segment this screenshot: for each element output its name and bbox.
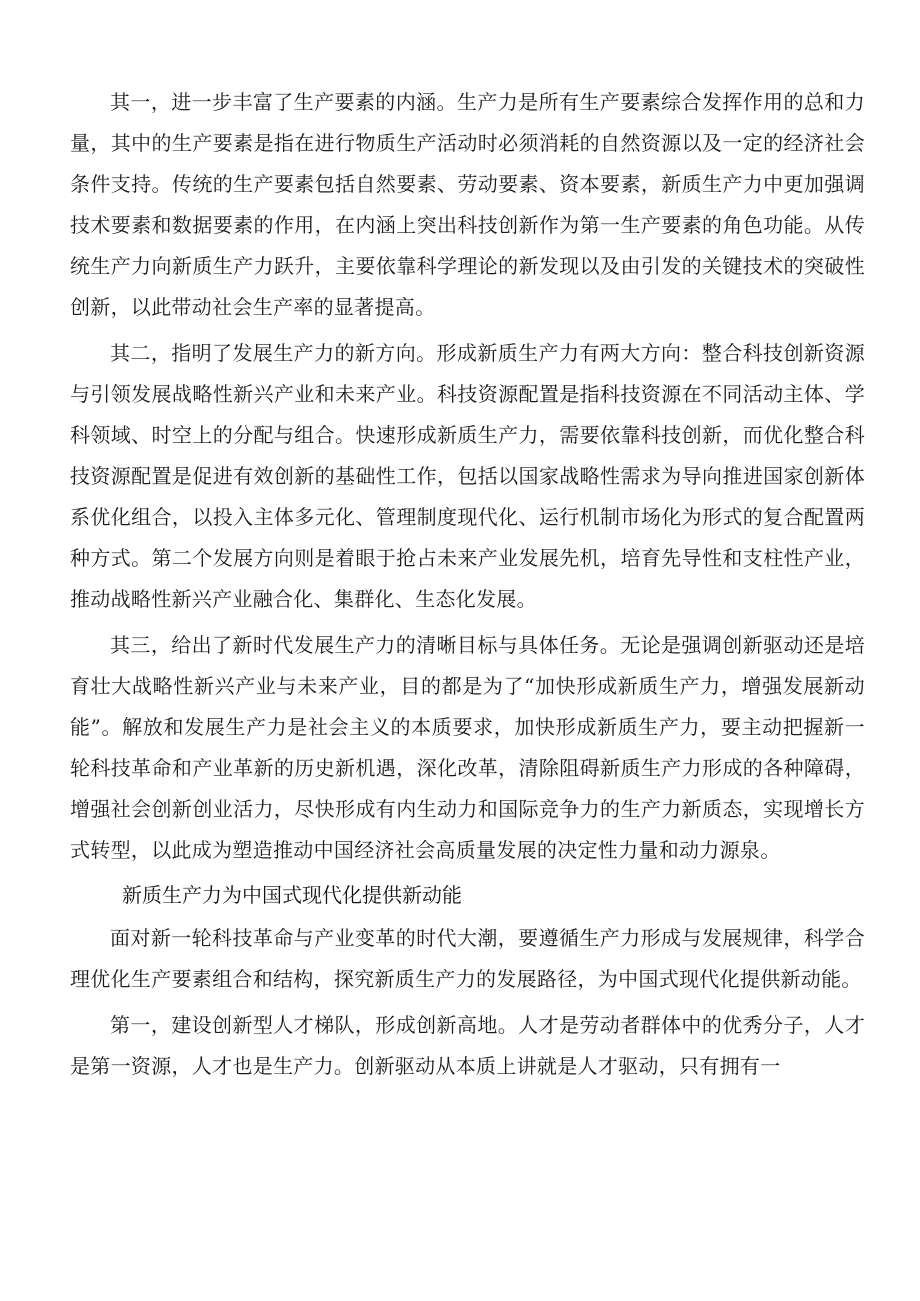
paragraph-first-measure: 第一，建设创新型人才梯队，形成创新高地。人才是劳动者群体中的优秀分子，人才是第一资源，人才也是生产力。创新驱动从本质上讲就是人才驱动，只有拥有一 [70, 1013, 865, 1078]
paragraph-first-point: 其一，进一步丰富了生产要素的内涵。生产力是所有生产要素综合发挥作用的总和力量，其中的生产要素是指在进行物质生产活动时必须消耗的自然资源以及一定的经济社会条件支持。传统的生产要素包括自然要素、劳动要素、资本要素，新质生产力中更加强调技术要素和数据要素的作用，在内涵上突出科技创新作为第一生产要素的角色功能。从传统生产力向新质生产力跃升，主要依靠科学理论的新发现以及由引发的关键技术的突破性创新，以此带动社会生产率的显著提高。 [70, 90, 865, 319]
document-page [70, 82, 865, 1092]
paragraph-third-point: 其三，给出了新时代发展生产力的清晰目标与具体任务。无论是强调创新驱动还是培育壮大战略性新兴产业与未来产业，目的都是为了“加快形成新质生产力，增强发展新动能”。解放和发展生产力是社会主义的本质要求，加快形成新质生产力，要主动把握新一轮科技革命和产业革新的历史新机遇，深化改革，清除阻碍新质生产力形成的各种障碍，增强社会创新创业活力，尽快形成有内生动力和国际竞争力的生产力新质态，实现增长方式转型，以此成为塑造推动中国经济社会高质量发展的决定性力量和动力源泉。 [70, 633, 865, 862]
paragraph-section-intro: 面对新一轮科技革命与产业变革的时代大潮，要遵循生产力形成与发展规律，科学合理优化生产要素组合和结构，探究新质生产力的发展路径，为中国式现代化提供新动能。 [70, 926, 865, 991]
section-heading: 新质生产力为中国式现代化提供新动能 [122, 883, 462, 907]
paragraph-second-point: 其二，指明了发展生产力的新方向。形成新质生产力有两大方向：整合科技创新资源与引领发展战略性新兴产业和未来产业。科技资源配置是指科技资源在不同活动主体、学科领域、时空上的分配与组合。快速形成新质生产力，需要依靠科技创新，而优化整合科技资源配置是促进有效创新的基础性工作，包括以国家战略性需求为导向推进国家创新体系优化组合，以投入主体多元化、管理制度现代化、运行机制市场化为形式的复合配置两种方式。第二个发展方向则是着眼于抢占未来产业发展先机，培育先导性和支柱性产业，推动战略性新兴产业融合化、集群化、生态化发展。 [70, 341, 865, 611]
